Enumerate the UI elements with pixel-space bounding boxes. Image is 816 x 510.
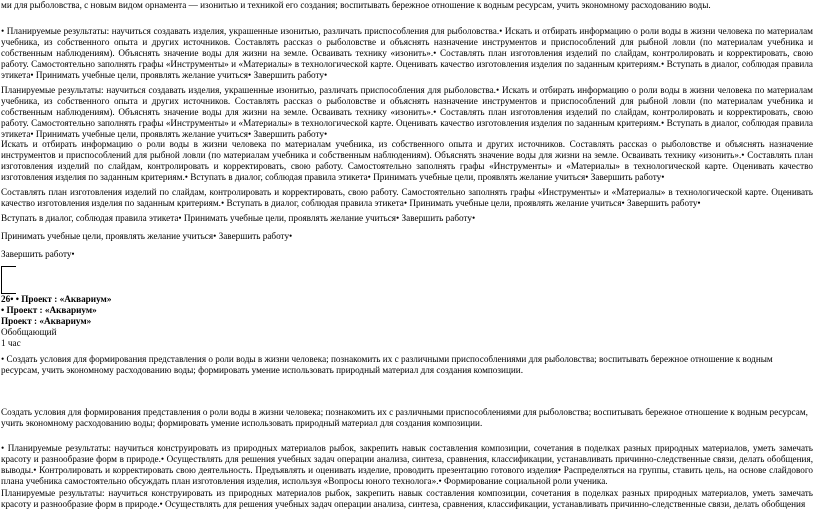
lesson-duration: 1 час [1,338,21,349]
paragraph-intro: ми для рыболовства, с новым видом орнамента — изонитью и техникой его создания; воспитывать бережное отношение к водным ресурсам, учить экономному расходованию воды. [1,0,711,10]
lesson-type: Обобщающий [1,327,57,338]
paragraph-goals: Принимать учебные цели, проявлять желание учиться• Завершить работу• [1,231,293,241]
paragraph-outcomes-2: Планируемые результаты: научиться конструировать из природных материалов рыбок, закрепить навык составления композиции, сочетания в поделках разных природных материалов, уметь замечать красоту и разнообразие форм в природе.• Осуществлять для решения учебных задач операции анализа, синтеза, сравнения, классификации, устанавливать причинно-следственные связи, делать обобщения [1,488,813,510]
lesson-number-title: 26• • Проект : «Аквариум» [1,294,112,304]
paragraph-search: Искать и отбирать информацию о роли воды в жизни человека по материалам учебника, из собственного опыта и других источников. Составлять рассказ о рыболовстве и объяснять назначение инструментов и приспособлений для рыбной ловли (по материалам учебника и собственным наблюдениям). Объяснять значение воды для жизни на земле. Осваивать технику «изонить».• Составлять план изготовления изделий по слайдам, контролировать и корректировать, свою работу. Самостоятельно заполнять графы «Инструменты» и «Материалы» в технологической карте. Оценивать качество изготовления изделия по заданным критериям.• Вступать в диалог, соблюдая правила этикета• Принимать учебные цели, проявлять желание учиться• Завершить работу• [1,139,813,183]
paragraph-finish: Завершить работу• [1,249,75,259]
lesson-title: Проект : «Аквариум» [1,316,92,327]
paragraph-results-2: Планируемые результаты: научиться создавать изделия, украшенные изонитью, различать приспособления для рыболовства.• Искать и отбирать информацию о роли воды в жизни человека по материалам учебника, из собственного опыта и других источников. Составлять рассказ о рыболовстве и объяснять назначение инструментов и приспособлений для рыбной ловли (по материалам учебника и собственным наблюдениям). Объяснять значение воды для жизни на земле. Осваивать технику «изонить».• Составлять план изготовления изделий по слайдам, контролировать и корректировать, свою работу. Самостоятельно заполнять графы «Инструменты» и «Материалы» в технологической карте. Оценивать качество изготовления изделия по заданным критериям.• Вступать в диалог, соблюдая правила этикета• Принимать учебные цели, проявлять желание учиться• Завершить работу• [1,85,813,140]
paragraph-outcomes-1: • Планируемые результаты: научиться конструировать из природных материалов рыбок, закрепить навык составления композиции, сочетания в поделках разных природных материалов, уметь замечать красоту и разнообразие форм в природе.• Осуществлять для решения учебных задач операции анализа, синтеза, сравнения, классификации, устанавливать причинно-следственные связи, делать обобщения, выводы.• Контролировать и корректировать свою деятельность. Предъявлять и оценивать изделие, проводить презентацию готового изделия• Распределяться на группы, ставить цель, на основе слайдового плана учебника самостоятельно обсуждать план изготовления изделия, используя «Вопросы юного технолога».• Формирование социальной роли ученика. [1,443,813,487]
lesson-header [1,294,813,349]
table-cell-border [1,266,16,294]
lesson-title-bullet: • Проект : «Аквариум» [1,305,97,316]
paragraph-results-1: • Планируемые результаты: научиться создавать изделия, украшенные изонитью, различать приспособления для рыболовства.• Искать и отбирать информацию о роли воды в жизни человека по материалам учебника, из собственного опыта и других источников. Составлять рассказ о рыболовстве и объяснять назначение инструментов и приспособлений для рыбной ловли (по материалам учебника и собственным наблюдениям). Объяснять значение воды для жизни на земле. Осваивать технику «изонить».• Составлять план изготовления изделий по слайдам, контролировать и корректировать, свою работу. Самостоятельно заполнять графы «Инструменты» и «Материалы» в технологической карте. Оценивать качество изготовления изделия по заданным критериям.• Вступать в диалог, соблюдая правила этикета• Принимать учебные цели, проявлять желание учиться• Завершить работу• [1,26,813,81]
paragraph-plan: Составлять план изготовления изделий по слайдам, контролировать и корректировать, свою работу. Самостоятельно заполнять графы «Инструменты» и «Материалы» в технологической карте. Оценивать качество изготовления изделия по заданным критериям.• Вступать в диалог, соблюдая правила этикета• Принимать учебные цели, проявлять желание учиться• Завершить работу• [1,187,813,209]
paragraph-dialog: Вступать в диалог, соблюдая правила этикета• Принимать учебные цели, проявлять желание учиться• Завершить работу• [1,213,476,223]
paragraph-aim-1: • Создать условия для формирования представления о роли воды в жизни человека; познакомить их с различными приспособлениями для рыболовства; воспитывать бережное отношение к водным ресурсам, учить экономному расходованию воды; формировать умение использовать природный материал для создания композиции. [1,354,773,376]
paragraph-aim-2: Создать условия для формирования представления о роли воды в жизни человека; познакомить их с различными приспособлениями для рыболовства; воспитывать бережное отношение к водным ресурсам, учить экономному расходованию воды; формировать умение использовать природный материал для создания композиции. [1,407,808,429]
